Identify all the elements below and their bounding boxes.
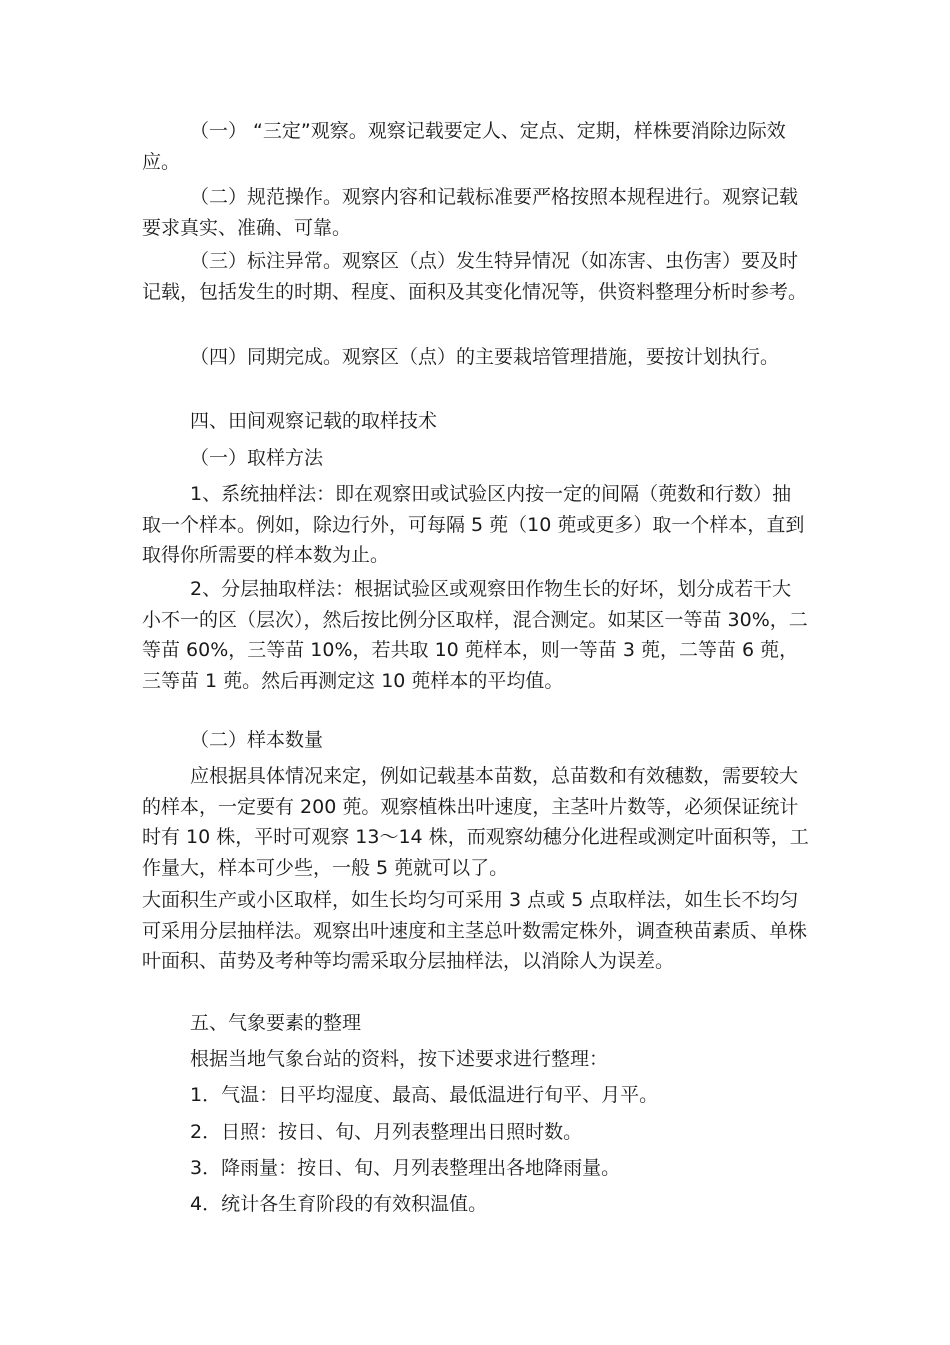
list-item-temperature: 1．气温：日平均湿度、最高、最低温进行旬平、月平。 [190, 1084, 659, 1106]
paragraph-sample-size-details: 应根据具体情况来定，例如记载基本苗数，总苗数和有效穗数，需要较大的样本，一定要有 200 蔸。观察植株出叶速度，主茎叶片数等，必须保证统计时有 10 株，平时可观察 13～14 株，而观察幼穗分化进程或测定叶面积等，工作量大，样本可少些，一般 5 蔸就可以了。 [142, 765, 809, 879]
subheading-sampling-method: （一）取样方法 [190, 447, 324, 469]
paragraph-mark-anomalies: （三）标注异常。观察区（点）发生特异情况（如冻害、虫伤害）要及时记载，包括发生的时期、程度、面积及其变化情况等，供资料整理分析时参考。 [142, 250, 808, 303]
paragraph-large-area-sampling: 大面积生产或小区取样，如生长均匀可采用 3 点或 5 点取样法，如生长不均匀可采用分层抽样法。观察出叶速度和主茎总叶数需定株外，调查秧苗素质、单株叶面积、苗势及考种等均需采取分层抽样法，以消除人为误差。 [142, 889, 808, 972]
section-heading-sampling-technique: 四、田间观察记载的取样技术 [190, 410, 438, 432]
paragraph-synchronous-completion: （四）同期完成。观察区（点）的主要栽培管理措施，要按计划执行。 [190, 346, 780, 368]
list-item-rainfall: 3．降雨量：按日、旬、月列表整理出各地降雨量。 [190, 1157, 621, 1179]
list-item-accumulated-temperature: 4．统计各生育阶段的有效积温值。 [190, 1193, 488, 1215]
paragraph-stratified-sampling: 2、分层抽取样法：根据试验区或观察田作物生长的好坏，划分成若干大小不一的区（层次），然后按比例分区取样，混合测定。如某区一等苗 30%，二等苗 60%，三等苗 10%，若共取 10 蔸样本，则一等苗 3 蔸，二等苗 6 蔸，三等苗 1 蔸。然后再测定这 10 蔸样本的平均值。 [142, 578, 808, 692]
paragraph-three-fixed-observation: （一） “三定”观察。观察记载要定人、定点、定期，样株要消除边际效应。 [142, 120, 786, 173]
paragraph-meteorological-intro: 根据当地气象台站的资料，按下述要求进行整理： [190, 1048, 609, 1070]
section-heading-meteorological: 五、气象要素的整理 [190, 1012, 362, 1034]
paragraph-standard-operation: （二）规范操作。观察内容和记载标准要严格按照本规程进行。观察记载要求真实、准确、可靠。 [142, 186, 799, 239]
paragraph-systematic-sampling: 1、系统抽样法：即在观察田或试验区内按一定的间隔（蔸数和行数）抽取一个样本。例如，除边行外，可每隔 5 蔸（10 蔸或更多）取一个样本，直到取得你所需要的样本数为止。 [142, 483, 805, 566]
subheading-sample-size: （二）样本数量 [190, 729, 324, 751]
list-item-sunshine: 2．日照：按日、旬、月列表整理出日照时数。 [190, 1121, 583, 1143]
